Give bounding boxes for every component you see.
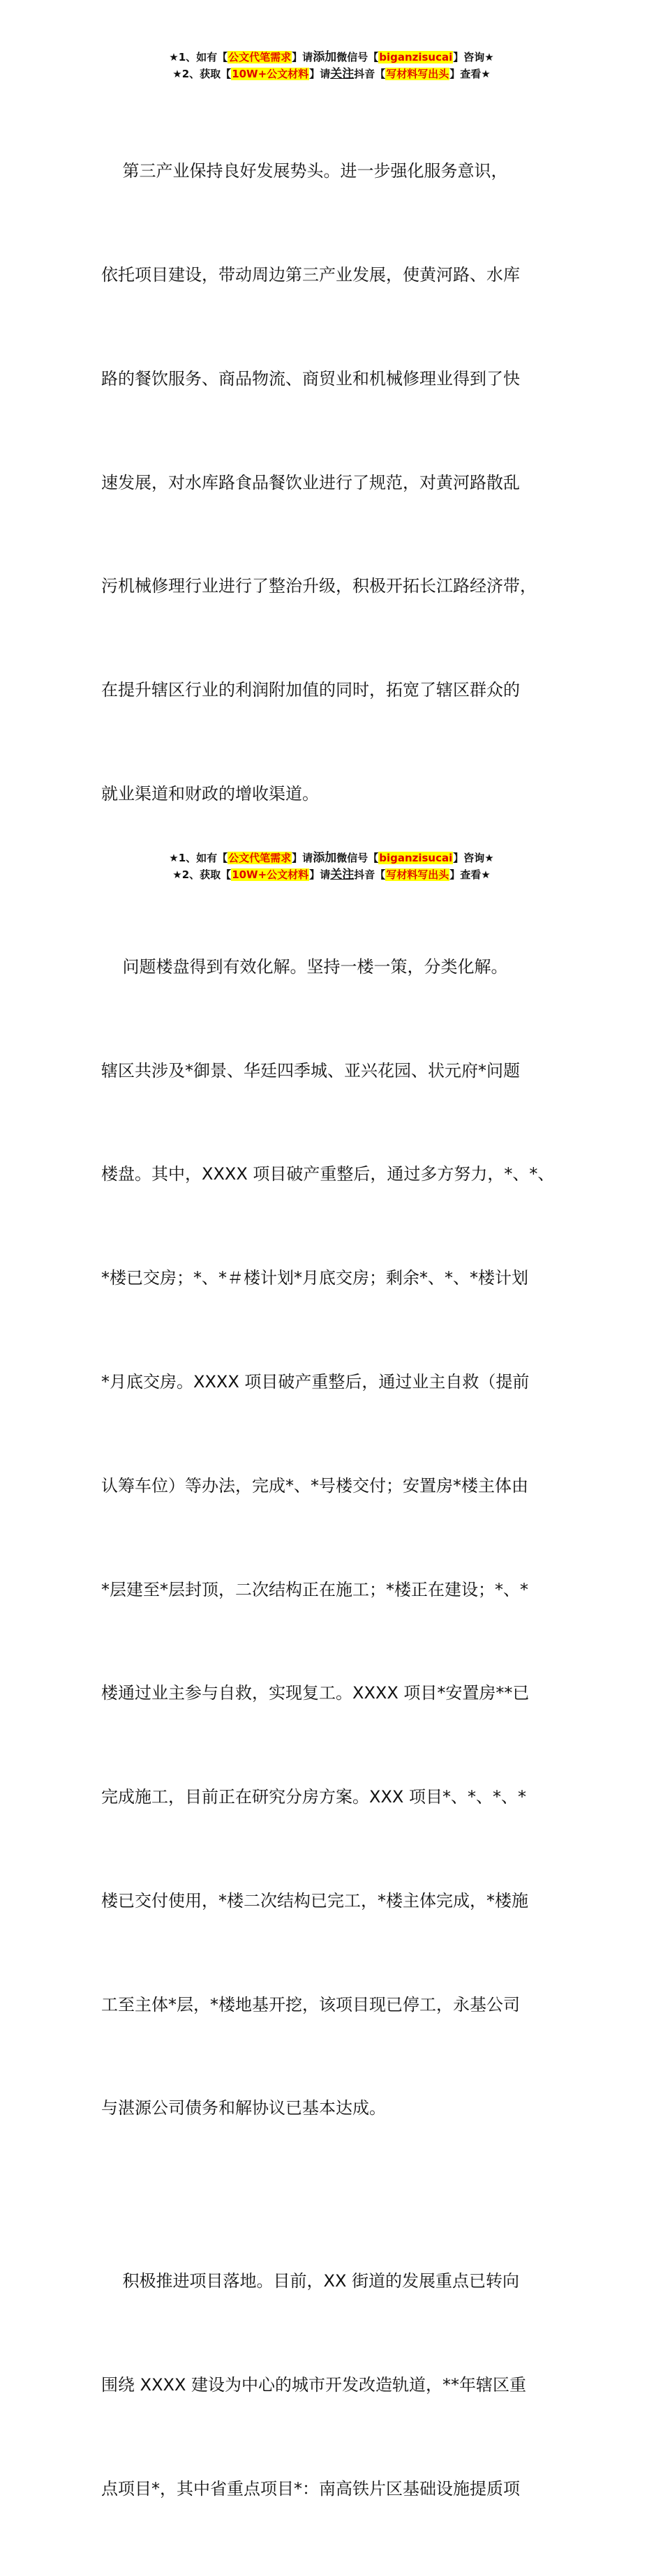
- promo-text: 】请: [309, 68, 331, 80]
- star-icon: ★: [484, 852, 494, 864]
- promo-line-2: [0, 866, 663, 883]
- star-icon: ★: [481, 868, 491, 881]
- promo-text: 】查看: [449, 68, 482, 80]
- paragraph-problem-buildings: [101, 881, 565, 2196]
- promo-text: 微信号【: [336, 852, 379, 864]
- text-line: *月底交房。XXXX 项目破产重整后，通过业主自救（提前: [101, 1371, 530, 1392]
- promo-text: 】查看: [449, 868, 482, 881]
- star-icon: ★: [481, 68, 491, 80]
- text-line: 速发展，对水库路食品餐饮业进行了规范，对黄河路散乱: [101, 472, 520, 492]
- highlight-wechat-id: biganzisucai: [379, 51, 453, 63]
- promo-text: 】咨询: [453, 852, 485, 864]
- star-icon: ★: [172, 868, 182, 881]
- star-icon: ★: [172, 68, 182, 80]
- text-line: 问题楼盘得到有效化解。坚持一楼一策，分类化解。: [101, 956, 508, 977]
- promo-line-2: [0, 66, 663, 82]
- text-line: 污机械修理行业进行了整治升级，积极开拓长江路经济带，: [101, 576, 537, 596]
- promo-text: 】请: [309, 868, 331, 881]
- promo-text: 1、如有【: [178, 852, 228, 864]
- text-line: 楼通过业主参与自救，实现复工。XXXX 项目*安置房**已: [101, 1683, 530, 1703]
- text-line: 路的餐饮服务、商品物流、商贸业和机械修理业得到了快: [101, 368, 520, 389]
- text-line: 积极推进项目落地。目前，XX 街道的发展重点已转向: [101, 2271, 520, 2291]
- promo-line-1: [0, 49, 663, 66]
- text-line: 楼盘。其中，XXXX 项目破产重整后，通过多方努力，*、*、: [101, 1164, 555, 1184]
- paragraph-tertiary-industry: [101, 85, 565, 881]
- promo-text: 微信号【: [336, 51, 379, 63]
- highlight-douyin-id: 写材料写出头: [386, 868, 449, 881]
- text-line: 第三产业保持良好发展势头。进一步强化服务意识，: [101, 161, 508, 181]
- highlight-douyin-id: 写材料写出头: [386, 68, 449, 80]
- text-line: 工至主体*层，*楼地基开挖，该项目现已停工，永基公司: [101, 1994, 520, 2014]
- highlight-materials: 10W+公文材料: [232, 68, 309, 80]
- highlight-service: 公文代笔需求: [228, 852, 292, 864]
- text-line: 楼已交付使用，*楼二次结构已完工，*楼主体完成，*楼施: [101, 1890, 528, 1911]
- text-line: 认筹车位）等办法，完成*、*号楼交付；安置房*楼主体由: [101, 1475, 528, 1496]
- promo-line-1: [0, 850, 663, 866]
- promo-text: 2、获取【: [181, 68, 232, 80]
- promo-emphasis: 添加: [313, 50, 337, 64]
- promo-text: 】请: [292, 852, 313, 864]
- promo-emphasis: 关注: [330, 868, 355, 882]
- promo-text: 】咨询: [453, 51, 485, 63]
- text-line: 完成施工，目前正在研究分房方案。XXX 项目*、*、*、*: [101, 1787, 526, 1807]
- promo-text: 】请: [292, 51, 313, 63]
- star-icon: ★: [484, 51, 494, 63]
- text-line: 围绕 XXXX 建设为中心的城市开发改造轨道，**年辖区重: [101, 2375, 527, 2395]
- highlight-wechat-id: biganzisucai: [379, 852, 453, 864]
- highlight-materials: 10W+公文材料: [232, 868, 309, 881]
- promo-banner-top: [0, 49, 663, 82]
- text-line: 辖区共涉及*御景、华廷四季城、亚兴花园、状元府*问题: [101, 1060, 520, 1080]
- paragraph-project-landing: [101, 2195, 565, 2576]
- promo-text: 1、如有【: [178, 51, 228, 63]
- promo-text: 抖音【: [354, 68, 386, 80]
- text-line: 在提升辖区行业的利润附加值的同时，拓宽了辖区群众的: [101, 680, 520, 700]
- text-line: 就业渠道和财政的增收渠道。: [101, 783, 319, 804]
- highlight-service: 公文代笔需求: [228, 51, 292, 63]
- star-icon: ★: [169, 852, 179, 864]
- promo-text: 2、获取【: [181, 868, 232, 881]
- promo-emphasis: 添加: [313, 851, 337, 865]
- star-icon: ★: [169, 51, 179, 63]
- text-line: 依托项目建设，带动周边第三产业发展，使黄河路、水库: [101, 264, 520, 285]
- text-line: 点项目*，其中省重点项目*：南高铁片区基础设施提质项: [101, 2478, 520, 2499]
- text-line: *层建至*层封顶，二次结构正在施工；*楼正在建设；*、*: [101, 1579, 528, 1599]
- promo-text: 抖音【: [354, 868, 386, 881]
- text-line: 与湛源公司债务和解协议已基本达成。: [101, 2098, 386, 2118]
- document-body: [101, 85, 565, 2576]
- promo-emphasis: 关注: [330, 67, 355, 81]
- promo-banner-bottom: [0, 850, 663, 883]
- text-line: *楼已交房；*、*＃楼计划*月底交房；剩余*、*、*楼计划: [101, 1268, 528, 1288]
